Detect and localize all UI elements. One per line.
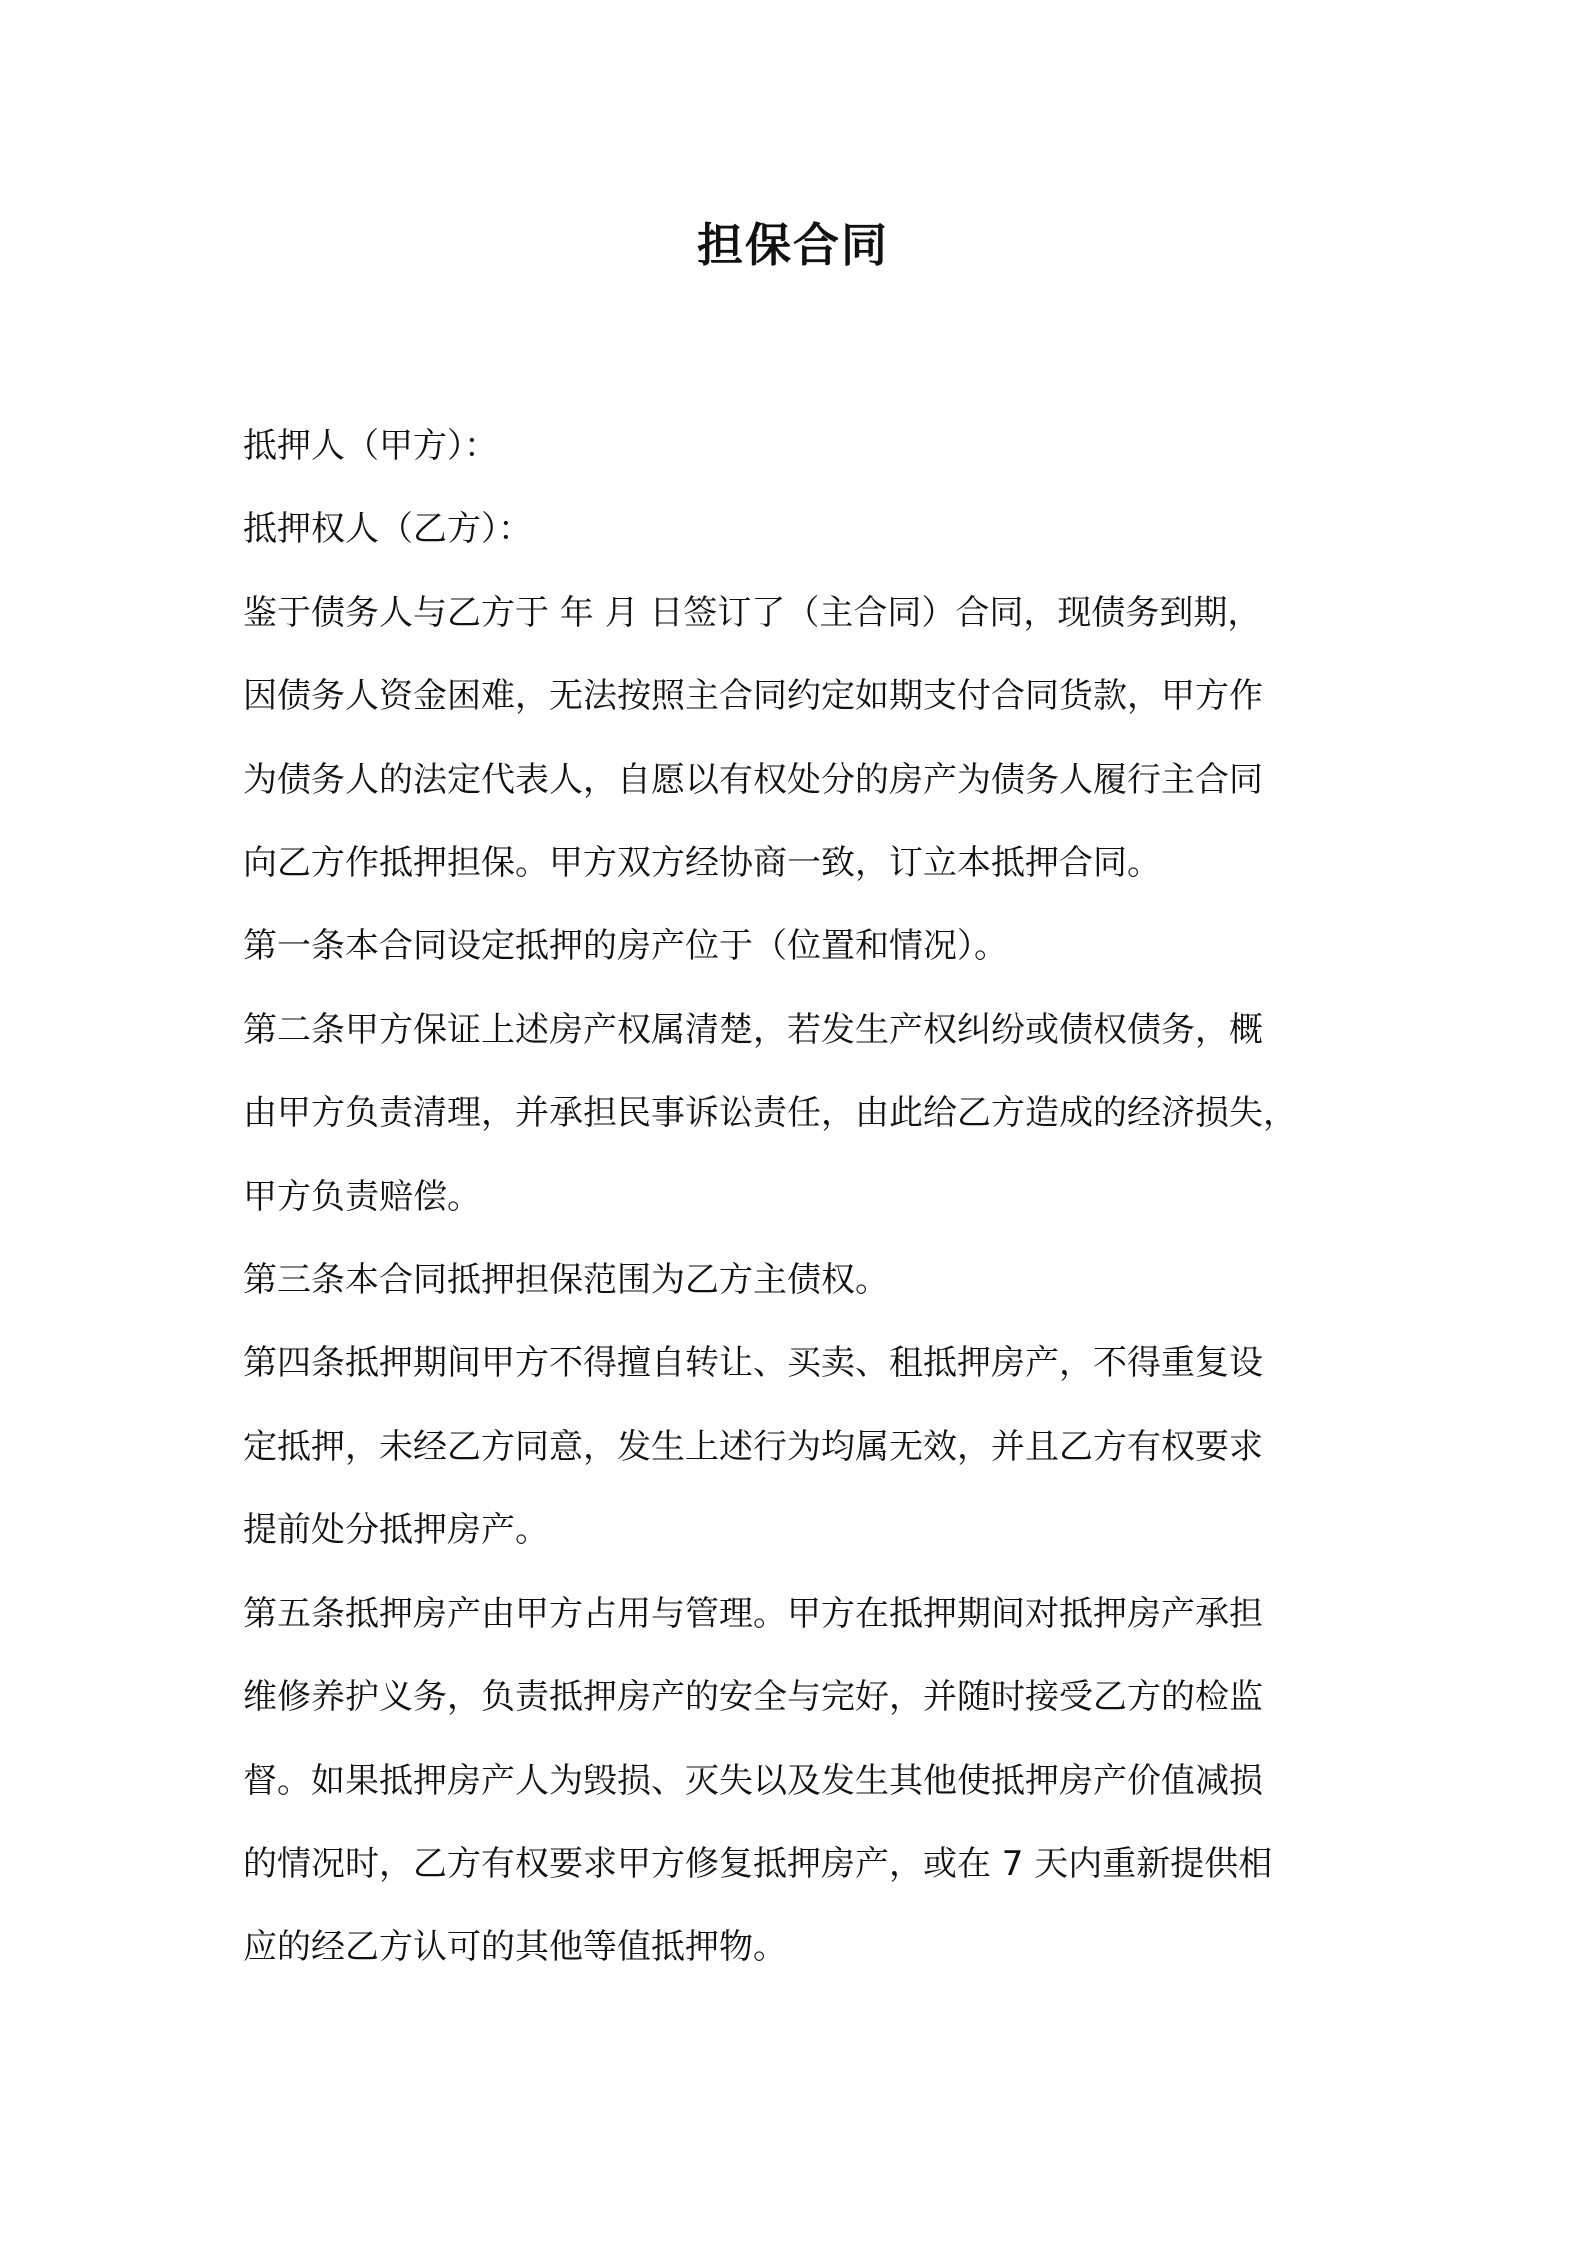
article-5-line-4: 的情况时，乙方有权要求甲方修复抵押房产，或在 7 天内重新提供相 [243, 1843, 1273, 1884]
preamble-line-3: 为债务人的法定代表人，自愿以有权处分的房产为债务人履行主合同 [243, 759, 1263, 800]
article-5-line-2: 维修养护义务，负责抵押房产的安全与完好，并随时接受乙方的检监 [243, 1677, 1263, 1718]
document-title: 担保合同 [697, 218, 889, 272]
preamble-line-2: 因债务人资金困难，无法按照主合同约定如期支付合同货款，甲方作 [243, 676, 1263, 717]
document-body [243, 405, 1373, 1990]
article-5-line-1: 第五条抵押房产由甲方占用与管理。甲方在抵押期间对抵押房产承担 [243, 1593, 1263, 1634]
article-2-line-3: 甲方负责赔偿。 [243, 1176, 481, 1217]
article-2-line-2: 由甲方负责清理，并承担民事诉讼责任，由此给乙方造成的经济损失， [243, 1093, 1297, 1134]
article-4-line-2: 定抵押，未经乙方同意，发生上述行为均属无效，并且乙方有权要求 [243, 1426, 1263, 1467]
article-5-line-5: 应的经乙方认可的其他等值抵押物。 [243, 1927, 787, 1968]
article-4-line-1: 第四条抵押期间甲方不得擅自转让、买卖、租抵押房产，不得重复设 [243, 1343, 1263, 1384]
article-1-line-1: 第一条本合同设定抵押的房产位于（位置和情况）。 [243, 926, 1008, 967]
article-4-line-3: 提前处分抵押房产。 [243, 1510, 549, 1551]
preamble-line-1: 鉴于债务人与乙方于 年 月 日签订了（主合同）合同，现债务到期， [243, 592, 1262, 633]
article-2-line-1: 第二条甲方保证上述房产权属清楚，若发生产权纠纷或债权债务，概 [243, 1009, 1263, 1050]
article-3-line-1: 第三条本合同抵押担保范围为乙方主债权。 [243, 1260, 889, 1301]
party-a-line: 抵押人（甲方）： [243, 426, 498, 466]
preamble-line-4: 向乙方作抵押担保。甲方双方经协商一致，订立本抵押合同。 [243, 843, 1161, 884]
party-b-line: 抵押权人（乙方）： [243, 509, 532, 550]
article-5-line-3: 督。如果抵押房产人为毁损、灭失以及发生其他使抵押房产价值减损 [243, 1760, 1263, 1801]
